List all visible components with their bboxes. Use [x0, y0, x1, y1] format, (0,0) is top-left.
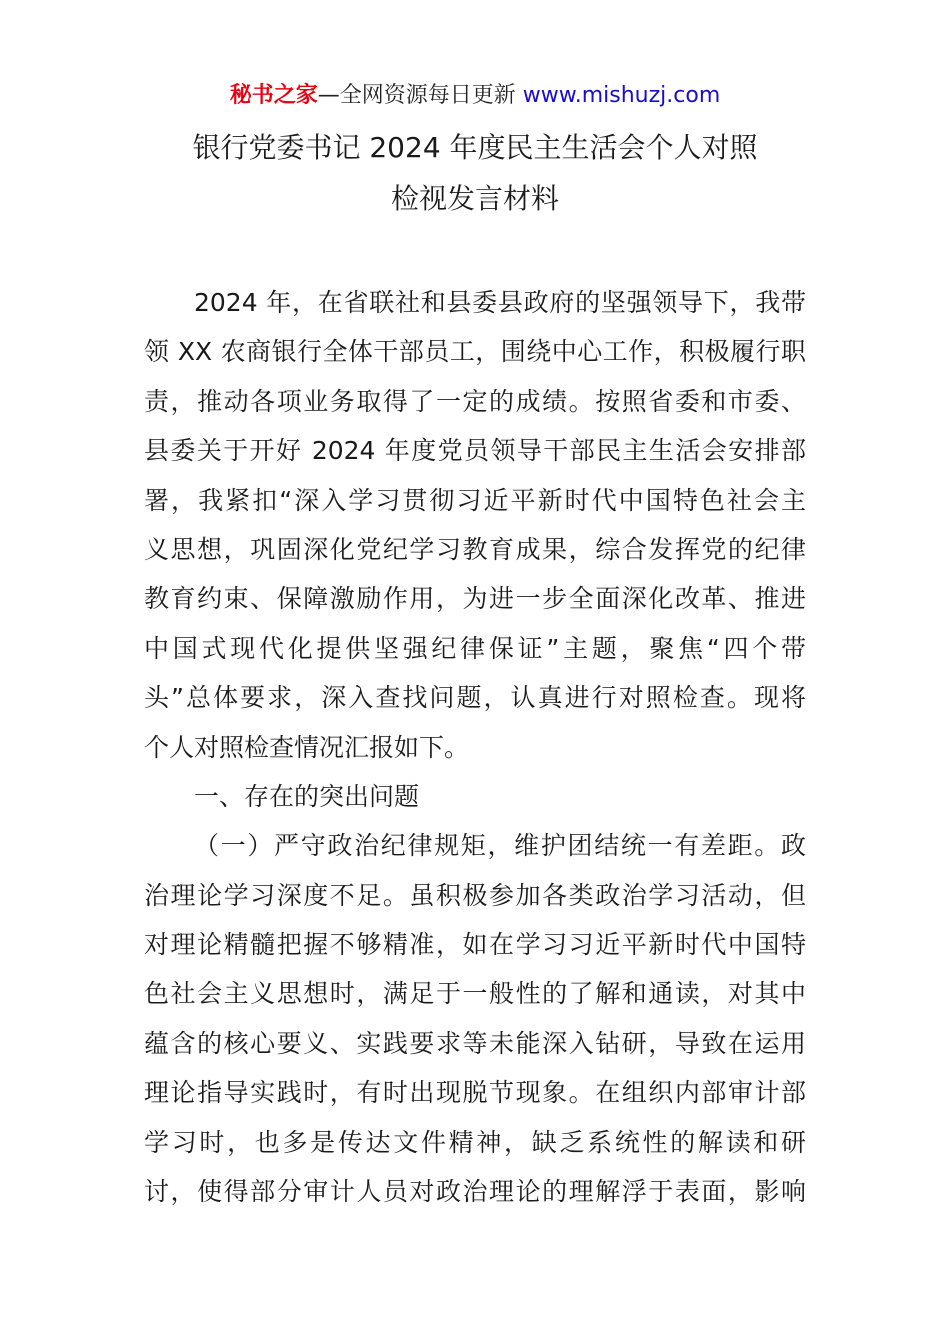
body-line: 署，我紧扣“深入学习贯彻习近平新时代中国特色社会主 [144, 485, 806, 515]
body-line: 教育约束、保障激励作用，为进一步全面深化改革、推进 [144, 584, 806, 614]
document-body [144, 278, 806, 1216]
document-title-line-1: 银行党委书记 2024 年度民主生活会个人对照 [192, 131, 758, 164]
body-line: 对理论精髓把握不够精准，如在学习习近平新时代中国特 [144, 930, 806, 960]
brand-name: 秘书之家 [229, 83, 318, 108]
body-line: 蕴含的核心要义、实践要求等未能深入钻研，导致在运用 [144, 1028, 806, 1058]
brand-tagline: —全网资源每日更新 [317, 83, 516, 108]
body-line: 理论指导实践时，有时出现脱节现象。在组织内部审计部 [144, 1078, 806, 1108]
body-line: 讨，使得部分审计人员对政治理论的理解浮于表面，影响 [144, 1177, 806, 1207]
body-line: 头”总体要求，深入查找问题，认真进行对照检查。现将 [144, 683, 806, 713]
body-line: 县委关于开好 2024 年度党员领导干部民主生活会安排部 [144, 436, 806, 466]
document-title-line-2: 检视发言材料 [390, 182, 559, 215]
body-line: 色社会主义思想时，满足于一般性的了解和通读，对其中 [144, 979, 806, 1009]
site-header [0, 80, 950, 112]
body-line: 中国式现代化提供坚强纪律保证”主题，聚焦“四个带 [144, 633, 806, 663]
body-line: 义思想，巩固深化党纪学习教育成果，综合发挥党的纪律 [144, 534, 806, 564]
body-line: 领 XX 农商银行全体干部员工，围绕中心工作，积极履行职 [144, 337, 806, 367]
section-heading: 一、存在的突出问题 [194, 781, 420, 811]
site-url-link[interactable]: www.mishuzj.com [522, 83, 721, 108]
subsection-heading-line: （一）严守政治纪律规矩，维护团结统一有差距。政 [194, 831, 806, 861]
body-line: 责，推动各项业务取得了一定的成绩。按照省委和市委、 [144, 386, 806, 416]
body-line: 治理论学习深度不足。虽积极参加各类政治学习活动，但 [144, 880, 806, 910]
body-line: 2024 年，在省联社和县委县政府的坚强领导下，我带 [194, 288, 806, 317]
body-line: 学习时，也多是传达文件精神，缺乏系统性的解读和研 [144, 1127, 806, 1157]
body-line: 个人对照检查情况汇报如下。 [144, 732, 470, 762]
